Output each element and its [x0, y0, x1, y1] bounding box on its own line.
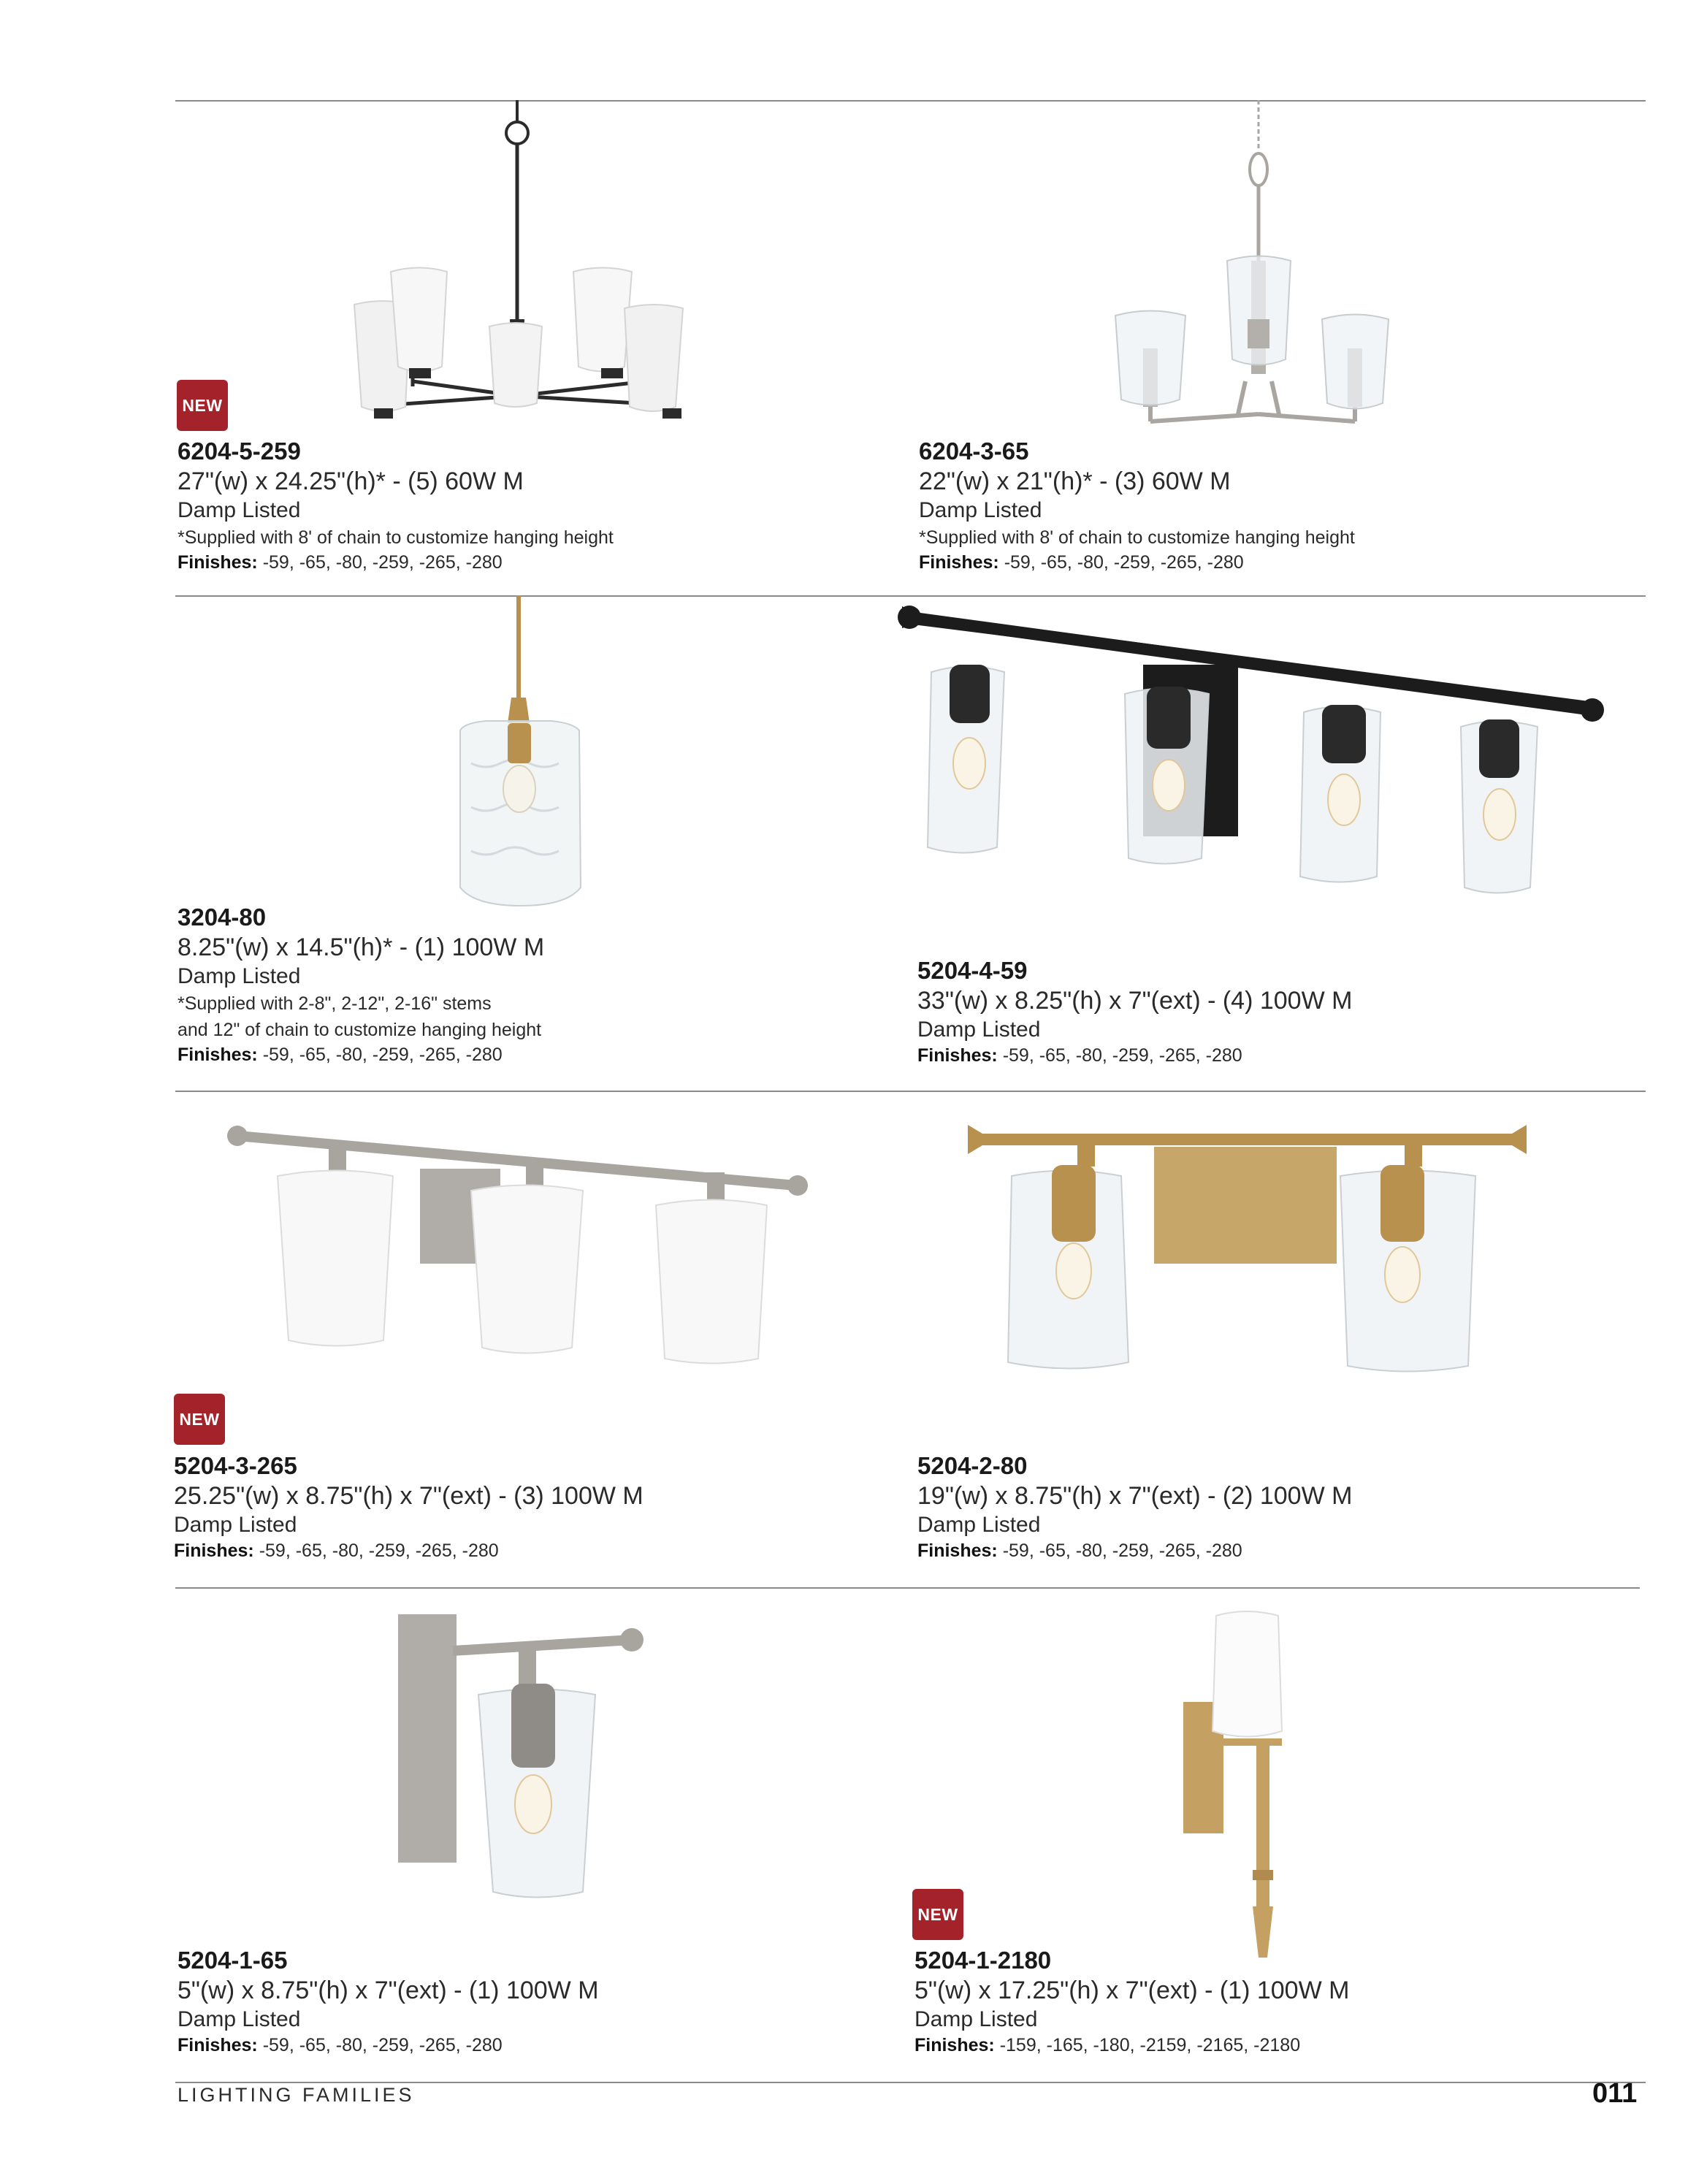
footer-section-label: LIGHTING FAMILIES	[177, 2084, 415, 2106]
product-info	[919, 437, 1649, 574]
finishes-label: Finishes:	[919, 552, 999, 573]
product-listing: Damp Listed	[177, 964, 301, 988]
row-divider-2	[175, 1091, 1646, 1092]
product-sku: 5204-4-59	[917, 957, 1028, 984]
finishes-list: -59, -65, -80, -259, -265, -280	[1004, 552, 1244, 573]
one-light-vanity-icon	[394, 1611, 643, 1903]
page-number: 011	[1592, 2078, 1638, 2109]
product-dimensions: 33"(w) x 8.25"(h) x 7"(ext) - (4) 100W M	[917, 987, 1353, 1015]
product-info	[177, 903, 908, 1066]
product-listing: Damp Listed	[917, 1017, 1041, 1042]
finishes-list: -59, -65, -80, -259, -265, -280	[262, 2035, 503, 2055]
finishes-list: -59, -65, -80, -259, -265, -280	[262, 1045, 503, 1065]
pendant-icon	[449, 595, 595, 909]
product-listing: Damp Listed	[914, 2007, 1038, 2031]
three-light-vanity-icon	[234, 1129, 803, 1370]
product-sku: 6204-3-65	[919, 438, 1029, 465]
product-sku: 5204-1-2180	[914, 1947, 1052, 1974]
product-dimensions: 19"(w) x 8.75"(h) x 7"(ext) - (2) 100W M	[917, 1482, 1353, 1510]
product-sku: 5204-2-80	[917, 1452, 1028, 1479]
product-finishes	[174, 1539, 904, 1562]
product-note: *Supplied with 8' of chain to customize hanging height	[177, 527, 614, 548]
product-listing: Damp Listed	[177, 2007, 301, 2031]
product-finishes	[177, 551, 908, 574]
product-note: *Supplied with 2-8", 2-12", 2-16" stems	[177, 993, 492, 1014]
product-dimensions: 5"(w) x 8.75"(h) x 7"(ext) - (1) 100W M	[177, 1977, 599, 2004]
finishes-list: -59, -65, -80, -259, -265, -280	[1002, 1045, 1242, 1066]
new-badge: NEW	[177, 380, 228, 431]
product-note: and 12" of chain to customize hanging height	[177, 1020, 542, 1040]
product-dimensions: 8.25"(w) x 14.5"(h)* - (1) 100W M	[177, 933, 545, 961]
new-badge: NEW	[912, 1889, 963, 1940]
wall-sconce-icon	[1180, 1607, 1311, 1965]
product-sku: 5204-1-65	[177, 1947, 288, 1974]
product-sku: 6204-5-259	[177, 438, 301, 465]
product-listing: Damp Listed	[174, 1513, 297, 1537]
finishes-list: -59, -65, -80, -259, -265, -280	[1002, 1540, 1242, 1561]
product-info	[177, 1946, 908, 2057]
product-dimensions: 27"(w) x 24.25"(h)* - (5) 60W M	[177, 467, 524, 495]
finishes-list: -59, -65, -80, -259, -265, -280	[262, 552, 503, 573]
finishes-label: Finishes:	[914, 2035, 995, 2055]
product-listing: Damp Listed	[919, 498, 1042, 522]
two-light-vanity-icon	[968, 1118, 1530, 1373]
product-dimensions: 25.25"(w) x 8.75"(h) x 7"(ext) - (3) 100W M	[174, 1482, 644, 1510]
product-finishes	[177, 1043, 908, 1066]
footer-divider	[175, 2082, 1646, 2083]
finishes-label: Finishes:	[917, 1540, 998, 1561]
product-listing: Damp Listed	[917, 1513, 1041, 1537]
product-finishes	[914, 2034, 1645, 2057]
row-divider-3	[175, 1587, 1640, 1589]
product-dimensions: 22"(w) x 21"(h)* - (3) 60W M	[919, 467, 1231, 495]
product-note: *Supplied with 8' of chain to customize hanging height	[919, 527, 1355, 548]
product-finishes	[917, 1539, 1648, 1562]
finishes-label: Finishes:	[177, 1045, 258, 1065]
product-info	[174, 1451, 904, 1562]
product-info	[914, 1946, 1645, 2057]
product-info	[177, 437, 908, 574]
four-light-vanity-icon	[902, 606, 1603, 898]
row-divider-1	[175, 595, 1646, 597]
product-info	[917, 956, 1648, 1067]
product-listing: Damp Listed	[177, 498, 301, 522]
finishes-list: -59, -65, -80, -259, -265, -280	[259, 1540, 499, 1561]
finishes-label: Finishes:	[174, 1540, 254, 1561]
product-sku: 5204-3-265	[174, 1452, 297, 1479]
finishes-label: Finishes:	[177, 2035, 258, 2055]
product-finishes	[917, 1044, 1648, 1067]
three-light-chandelier-icon	[1107, 100, 1391, 429]
finishes-list: -159, -165, -180, -2159, -2165, -2180	[999, 2035, 1301, 2055]
finishes-label: Finishes:	[917, 1045, 998, 1066]
product-finishes	[919, 551, 1649, 574]
product-info	[917, 1451, 1648, 1562]
product-sku: 3204-80	[177, 904, 267, 931]
product-finishes	[177, 2034, 908, 2057]
five-light-chandelier-icon	[351, 100, 687, 429]
product-dimensions: 5"(w) x 17.25"(h) x 7"(ext) - (1) 100W M	[914, 1977, 1350, 2004]
new-badge: NEW	[174, 1394, 225, 1445]
finishes-label: Finishes:	[177, 552, 258, 573]
